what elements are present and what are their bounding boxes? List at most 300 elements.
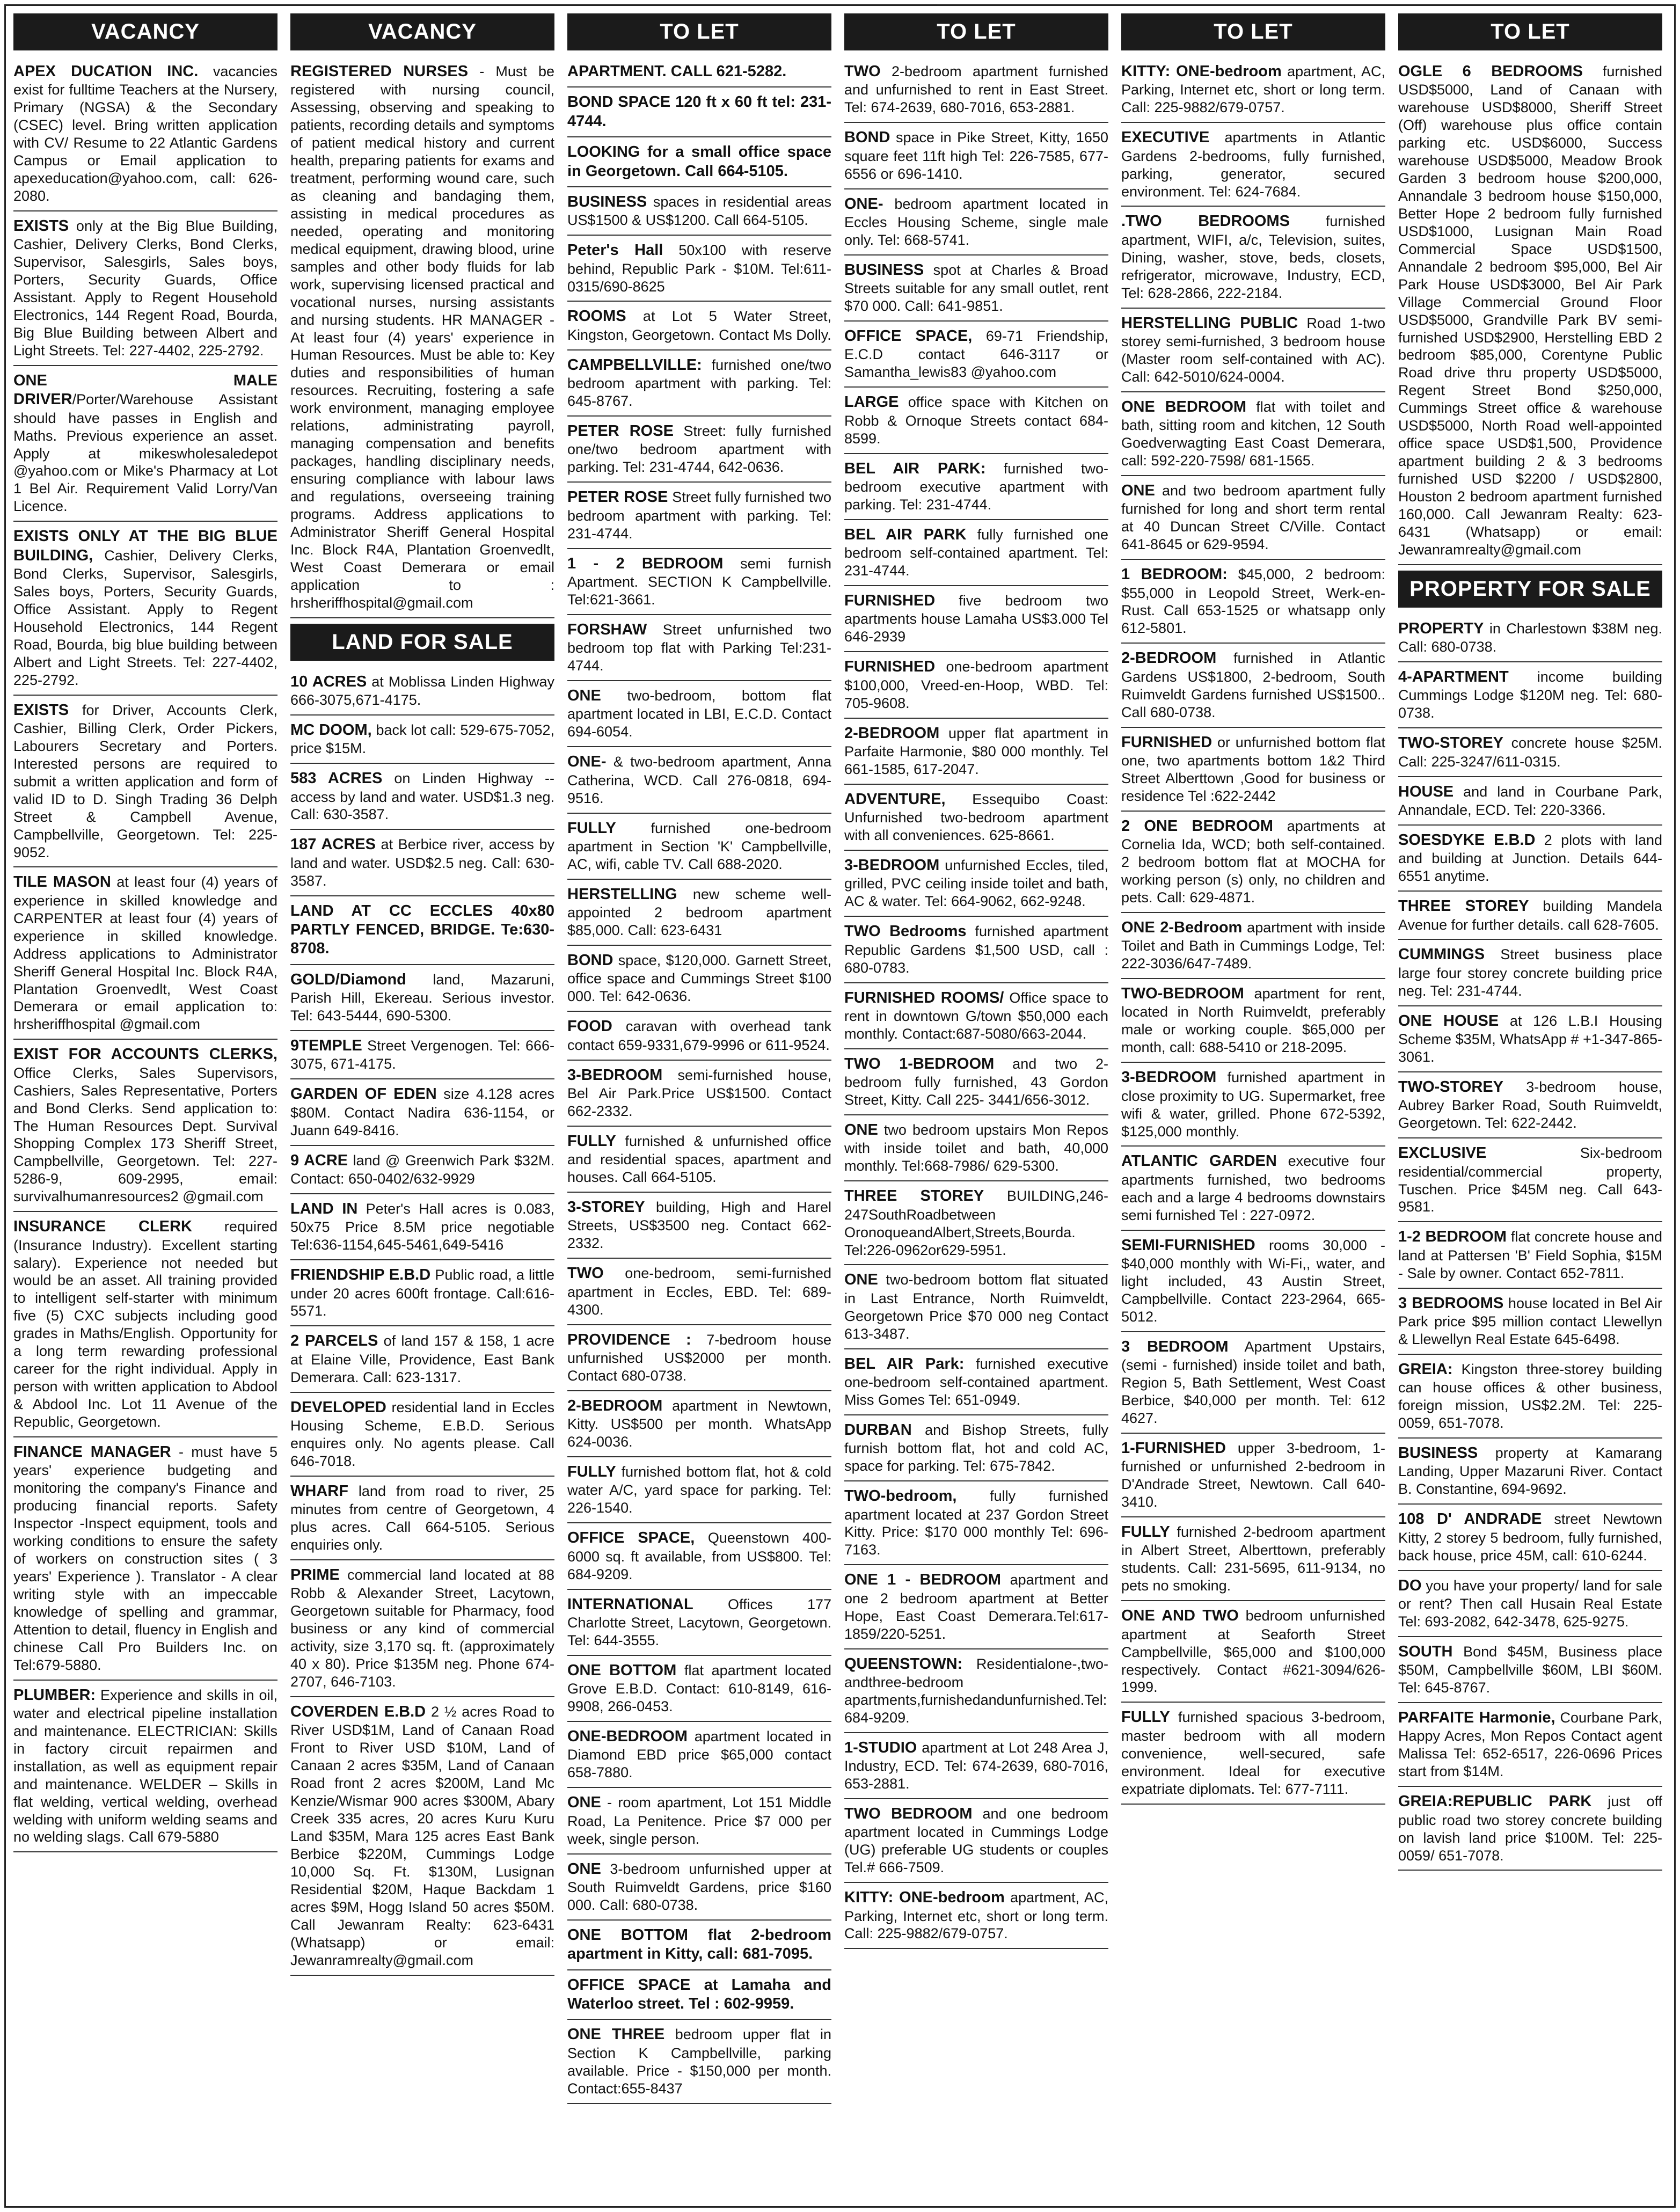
- ad-headline: FORSHAW: [567, 620, 647, 638]
- classified-ad: [567, 57, 831, 87]
- ad-body: bedroom apartment located in Eccles Housing Scheme, single male only. Tel: 668-5741.: [844, 195, 1108, 248]
- ad-headline: INTERNATIONAL: [567, 1595, 693, 1613]
- ad-body: 2-bedroom apartment furnished and unfurnished to rent in East Street. Tel: 674-2639, 680-7016, 653-2881.: [844, 63, 1108, 116]
- classified-ad: [844, 1049, 1108, 1115]
- ad-body: - must have 5 years' experience budgeting and monitoring the company's Finance and producing financial reports. Safety Inspector -Inspect equipment, tools and working conditions to ensure the safety of workers on construction sites ( 3 years' Experience ). Translator - A clear writing style with an impeccable knowledge of spelling and grammar, Attention to detail, fluency in English and chinese Call Pro Builders Inc. on Tel:679-5880.: [13, 1443, 277, 1673]
- ad-headline: EXISTS ONLY AT THE BIG BLUE BUILDING,: [13, 528, 277, 564]
- classified-ad: [290, 965, 554, 1031]
- ad-headline: 108 D' ANDRADE: [1398, 1510, 1542, 1528]
- ad-headline: 2 ONE BEDROOM: [1121, 817, 1273, 835]
- ad-body: spot at Charles & Broad Streets suitable for any small outlet, rent $70 000. Call: 641-9851.: [844, 261, 1108, 315]
- ad-headline: 3-STOREY: [567, 1199, 645, 1216]
- ad-headline: ONE: [844, 1121, 878, 1138]
- ad-body: space in Pike Street, Kitty, 1650 square feet 11ft high Tel: 226-7585, 677-6556 or 696-1410.: [844, 129, 1108, 182]
- classified-ad: [567, 1061, 831, 1127]
- ad-headline: ONE: [844, 1271, 878, 1289]
- classified-ad: [844, 388, 1108, 454]
- classified-ad: [290, 764, 554, 830]
- classified-ad: [13, 1040, 277, 1212]
- classified-ad: [567, 187, 831, 236]
- ad-headline: 2 PARCELS: [290, 1332, 378, 1350]
- ad-body: & two-bedroom apartment, Anna Catherina, WCD. Call 276-0818, 694-9516.: [567, 754, 831, 806]
- classified-ad: [567, 1656, 831, 1722]
- ad-body: only at the Big Blue Building, Cashier, Delivery Clerks, Bond Clerks, Supervisor, Salesgirls, Sales boys, Porters, Security Guards, Office Assistant. Apply to Regent Household Electronics, 144 Regent Road, Bourda, Big Blue Building between Albert and Light Streets. Tel: 227-4402, 225-2792.: [13, 217, 277, 359]
- ad-headline: BUSINESS: [844, 261, 924, 279]
- classified-ad: [567, 2020, 831, 2104]
- classified-ad: [844, 454, 1108, 520]
- ad-body: in Charlestown $38M neg. Call: 680-0738.: [1398, 620, 1662, 655]
- classified-ad: [844, 1565, 1108, 1649]
- classified-ad: [844, 652, 1108, 718]
- section-header: TO LET: [844, 13, 1108, 50]
- ad-body: 2 ½ acres Road to River USD$1M, Land of Canaan Road Front to River USD $10M, Land of Canaan 2 acres $35M, Land of Canaan Road front 2 acres $200M, Land Mc Kenzie/Wismar 900 acres $300M, Abary Creek 335 acres, 20 acres Kuru Kuru Land $35M, Mara 125 acres East Bank Berbice $220M, Cummings Lodge 10,000 Sq. Ft. $130M, Lusignan Residential $20M, Haque Backdam 1 acres $9M, Hogg Island 50 acres $50M. Call Jewanram Realty: 623-6431 (Whatsapp) or email: Jewanramrealty@gmail.com: [290, 1704, 554, 1968]
- classified-ad: [13, 867, 277, 1040]
- classified-ad: [567, 1127, 831, 1193]
- classified-ad: [567, 1325, 831, 1391]
- classified-ad: [13, 1437, 277, 1681]
- ad-headline: DO: [1398, 1576, 1422, 1594]
- ad-body: executive four apartments furnished, two bedrooms each and a large 4 bedrooms downstairs semi furnished Tel : 227-0972.: [1121, 1153, 1385, 1223]
- ad-headline: 9TEMPLE: [290, 1037, 362, 1054]
- classified-ad: [1398, 662, 1662, 728]
- classified-ad: [567, 1457, 831, 1523]
- classified-ad: [290, 716, 554, 764]
- ad-body: furnished & unfurnished office and residential spaces, apartment and houses. Call 664-5105.: [567, 1133, 831, 1186]
- ad-headline: TWO: [844, 63, 881, 80]
- ad-body: furnished apartment in close proximity to UG. Supermarket, free wifi & water, grilled. Phone 672-5392, $125,000 monthly.: [1121, 1069, 1385, 1140]
- classified-ad: [290, 1146, 554, 1194]
- ad-body: Apartment Upstairs, (semi - furnished) inside toilet and bath, Region 5, Bath Settlement, West Coast Berbice, $40,000 per month. Tel: 612 4627.: [1121, 1338, 1385, 1426]
- classified-ad: [290, 1697, 554, 1976]
- classified-ad: [13, 366, 277, 522]
- ad-headline: INSURANCE CLERK: [13, 1218, 192, 1236]
- classified-ad: [1121, 1703, 1385, 1804]
- ad-body: two-bedroom, bottom flat apartment located in LBI, E.C.D. Contact 694-6054.: [567, 688, 831, 740]
- section-header: TO LET: [567, 13, 831, 50]
- ad-headline: OFFICE SPACE at Lamaha and Waterloo street. Tel : 602-9959.: [567, 1976, 831, 2012]
- ad-body: Courbane Park, Happy Acres, Mon Repos Contact agent Malissa Tel: 652-6517, 226-0696 Prices start from $14M.: [1398, 1710, 1662, 1780]
- classified-ad: [567, 615, 831, 681]
- classified-ad: [844, 322, 1108, 388]
- ad-body: furnished executive one-bedroom self-contained apartment. Miss Gomes Tel: 651-0949.: [844, 1355, 1108, 1408]
- ad-body: Office space to rent in downtown G/town $50,000 each monthly. Contact:687-5080/663-2044.: [844, 989, 1108, 1042]
- ad-headline: LARGE: [844, 393, 899, 411]
- classified-ad: [844, 1733, 1108, 1799]
- ad-headline: ONE THREE: [567, 2026, 665, 2043]
- ad-headline: 2-BEDROOM: [567, 1397, 663, 1414]
- classified-ad: [567, 1391, 831, 1457]
- ad-body: Queenstown 400-6000 sq. ft available, from US$800. Tel: 684-9209.: [567, 1530, 831, 1582]
- classified-ad: [1398, 1439, 1662, 1505]
- ad-headline: OFFICE SPACE,: [844, 327, 973, 345]
- ad-body: residential land in Eccles Housing Scheme, E.B.D. Serious enquires only. No agents please. Call 646-7018.: [290, 1399, 554, 1469]
- ad-headline: KITTY: ONE-bedroom: [844, 1889, 1005, 1907]
- ad-body: apartments in Atlantic Gardens 2-bedrooms, fully furnished, parking, generator, secured environment. Tel: 624-7684.: [1121, 129, 1385, 200]
- classified-ad: [290, 1393, 554, 1477]
- classified-ad: [1398, 892, 1662, 940]
- classified-ad: [567, 1259, 831, 1325]
- classified-ad: [1398, 1222, 1662, 1288]
- ad-headline: BOND: [567, 952, 613, 969]
- classified-ad: [844, 520, 1108, 586]
- ad-body: back lot call: 529-675-7052, price $15M.: [290, 721, 554, 757]
- ad-headline: ONE: [567, 1794, 601, 1812]
- classified-ad: [1398, 1006, 1662, 1072]
- ad-headline: REGISTERED NURSES: [290, 63, 469, 80]
- classified-ad: [567, 483, 831, 549]
- ad-headline: LAND AT CC ECCLES 40x80 PARTLY FENCED, BRIDGE. Te:630-8708.: [290, 902, 554, 958]
- ad-headline: 3 BEDROOM: [1121, 1338, 1229, 1355]
- classified-ad: [1121, 560, 1385, 644]
- classified-ad: [1398, 1571, 1662, 1637]
- classified-ad: [1398, 940, 1662, 1006]
- classified-ad: [567, 549, 831, 615]
- classified-ad: [290, 896, 554, 965]
- ad-headline: GREIA:REPUBLIC PARK: [1398, 1793, 1592, 1811]
- ad-body: of land 157 & 158, 1 acre at Elaine Ville, Providence, East Bank Demerara. Call: 623-1317.: [290, 1333, 554, 1385]
- classified-ad: [844, 983, 1108, 1049]
- ad-body: at least four (4) years of experience in skilled knowledge and CARPENTER at least four (4) years of experience in skilled knowledge. Address applications to Administrator Sheriff General Hospital Inc. Block R4A, Plantation Groenvedlt, West Coast Demerara or email application to: hrsheriffhospital @gmail.com: [13, 874, 277, 1033]
- classified-ad: [1398, 1637, 1662, 1703]
- ad-headline: 3-BEDROOM: [567, 1066, 663, 1084]
- ad-headline: HOUSE: [1398, 783, 1454, 800]
- ad-headline: ATLANTIC GARDEN: [1121, 1152, 1277, 1170]
- ad-headline: DURBAN: [844, 1421, 912, 1439]
- ad-headline: .TWO BEDROOMS: [1121, 213, 1290, 230]
- ad-body: concrete house $25M. Call: 225-3247/611-0315.: [1398, 735, 1662, 770]
- ad-headline: Peter's Hall: [567, 242, 663, 259]
- classified-ad: [1398, 777, 1662, 826]
- column-2: [290, 13, 554, 2199]
- column-3: [567, 13, 831, 2199]
- ad-body: caravan with overhead tank contact 659-9331,679-9996 or 611-9524.: [567, 1018, 831, 1053]
- ad-headline: ONE BOTTOM: [567, 1661, 677, 1679]
- ad-body: 3-bedroom house, Aubrey Barker Road, South Ruimveldt, Georgetown. Tel: 622-2442.: [1398, 1078, 1662, 1131]
- ad-body: property at Kamarang Landing, Upper Mazaruni River. Contact B. Constantine, 694-9692.: [1398, 1445, 1662, 1498]
- ad-body: on Linden Highway -- access by land and water. USD$1.3 neg. Call: 630-3587.: [290, 770, 554, 823]
- ad-body: Street business place large four storey concrete building price neg. Tel: 231-4744.: [1398, 946, 1662, 999]
- ad-body: upper 3-bedroom, 1-furnished or unfurnished 2-bedroom in D'Andrade Street, Newtown. Call 640-3410.: [1121, 1440, 1385, 1510]
- ad-headline: 2-BEDROOM: [1121, 649, 1217, 667]
- ad-headline: FURNISHED ROOMS/: [844, 989, 1004, 1006]
- ad-headline: TWO BEDROOM: [844, 1805, 973, 1822]
- classified-page: [4, 4, 1676, 2208]
- classified-ad: [290, 1477, 554, 1560]
- ad-body: at Berbice river, access by land and water. USD$2.5 neg. Call: 630-3587.: [290, 836, 554, 889]
- classified-ad: [567, 1722, 831, 1788]
- ad-body: one-bedroom, semi-furnished apartment in Eccles, EBD. Tel: 689-4300.: [567, 1265, 831, 1318]
- ad-headline: APEX DUCATION INC.: [13, 63, 199, 80]
- ad-body: one-bedroom apartment $100,000, Vreed-en-Hoop, WBD. Tel: 705-9608.: [844, 659, 1108, 711]
- ad-headline: 10 ACRES: [290, 673, 367, 690]
- ad-headline: FINANCE MANAGER: [13, 1443, 171, 1461]
- classified-ad: [844, 1883, 1108, 1949]
- ad-headline: ADVENTURE,: [844, 790, 946, 808]
- classified-ad: [1398, 1355, 1662, 1439]
- ad-body: land @ Greenwich Park $32M. Contact: 650-0402/632-9929: [290, 1152, 554, 1187]
- classified-ad: [290, 1326, 554, 1392]
- section-header: TO LET: [1121, 13, 1385, 50]
- ad-body: Essequibo Coast: Unfurnished two-bedroom apartment with all conveniences. 625-8661.: [844, 791, 1108, 844]
- classified-ad: [567, 1855, 831, 1921]
- ad-headline: EXIST FOR ACCOUNTS CLERKS,: [13, 1046, 277, 1063]
- ad-body: semi furnish Apartment. SECTION K Campbellville. Tel:621-3661.: [567, 555, 831, 608]
- ad-headline: FRIENDSHIP E.B.D: [290, 1266, 431, 1284]
- classified-ad: [567, 1921, 831, 1970]
- ad-headline: GARDEN OF EDEN: [290, 1085, 437, 1103]
- classified-ad: [567, 236, 831, 302]
- classified-ad: [567, 880, 831, 946]
- classified-ad: [1398, 826, 1662, 892]
- ad-body: office space with Kitchen on Robb & Ornoque Streets contact 684-8599.: [844, 394, 1108, 447]
- classified-ad: [844, 123, 1108, 189]
- ad-headline: DEVELOPED: [290, 1398, 386, 1416]
- classified-ad: [844, 1265, 1108, 1349]
- ad-body: or unfurnished bottom flat one, two apartments bottom 1&2 Third Street Alberttown ,Good for business or residence Tel :622-2442: [1121, 734, 1385, 804]
- ad-headline: TWO-bedroom,: [844, 1487, 957, 1505]
- ad-headline: EXCLUSIVE: [1398, 1144, 1487, 1162]
- ad-headline: 187 ACRES: [290, 836, 376, 853]
- ad-headline: EXECUTIVE: [1121, 129, 1210, 147]
- classified-ad: [13, 1681, 277, 1853]
- classified-ad: [567, 946, 831, 1012]
- ad-body: Experience and skills in oil, water and electrical pipeline installation and maintenance. ELECTRICIAN: Skills in factory circuit repairmen and installation, as well as equipment repair and maintenance. WELDER – Skills in flat welding, vertical welding, overhead welding with uniform welding seams and no welding slags. Call 679-5880: [13, 1687, 277, 1845]
- ad-body: new scheme well-appointed 2 bedroom apartment $85,000. Call: 623-6431: [567, 886, 831, 939]
- column-6: [1398, 13, 1662, 2199]
- ad-headline: 3-BEDROOM: [1121, 1069, 1217, 1086]
- ad-headline: HERSTELLING PUBLIC: [1121, 314, 1298, 332]
- ad-body: semi-furnished house, Bel Air Park.Price US$1500. Contact 662-2332.: [567, 1067, 831, 1119]
- classified-ad: [1398, 1289, 1662, 1355]
- ad-headline: TWO-BEDROOM: [1121, 985, 1244, 1003]
- ad-headline: WHARF: [290, 1482, 348, 1500]
- classified-ad: [1121, 644, 1385, 727]
- classified-ad: [844, 1415, 1108, 1481]
- ad-headline: 1-FURNISHED: [1121, 1439, 1226, 1457]
- section-header: PROPERTY FOR SALE: [1398, 571, 1662, 608]
- ad-headline: THREE STOREY: [1398, 897, 1529, 915]
- ad-headline: FURNISHED: [844, 592, 936, 609]
- ad-headline: FULLY: [567, 1463, 616, 1481]
- ad-body: 50x100 with reserve behind, Republic Park - $10M. Tel:611-0315/690-8625: [567, 242, 831, 295]
- ad-body: Bond $45M, Business place $50M, Campbellville $60M, LBI $60M. Tel: 645-8767.: [1398, 1643, 1662, 1696]
- ad-headline: ONE MALE DRIVER: [13, 371, 277, 408]
- ad-headline: CAMPBELLVILLE:: [567, 356, 702, 374]
- ad-body: 3-bedroom unfurnished upper at South Ruimveldt Gardens, price $160 000. Call: 680-0738.: [567, 1860, 831, 1913]
- ad-headline: PETER ROSE: [567, 488, 668, 506]
- classified-ad: [844, 57, 1108, 123]
- ad-body: and Bishop Streets, fully furnish bottom flat, hot and cold AC, space for parking. Tel: 675-7842.: [844, 1421, 1108, 1474]
- classified-ad: [567, 87, 831, 137]
- classified-ad: [1121, 1332, 1385, 1434]
- ad-headline: GOLD/Diamond: [290, 970, 406, 988]
- ad-body: apartment and one 2 bedroom apartment at Better Hope, East Coast Demerara.Tel:617-1859/220-5251.: [844, 1572, 1108, 1642]
- ad-headline: ROOMS: [567, 308, 626, 325]
- ad-body: at Lot 5 Water Street, Kingston, Georgetown. Contact Ms Dolly.: [567, 308, 831, 343]
- ad-headline: FOOD: [567, 1018, 612, 1035]
- classified-ad: [1398, 1138, 1662, 1222]
- ad-body: you have your property/ land for sale or rent? Then call Husain Real Estate Tel: 693-2082, 642-3478, 625-9275.: [1398, 1577, 1662, 1630]
- ad-headline: ONE: [567, 1860, 601, 1878]
- ad-headline: SOUTH: [1398, 1642, 1453, 1660]
- classified-ad: [290, 1560, 554, 1697]
- ad-body: rooms 30,000 - $40,000 monthly with Wi-Fi,, water, and light included, 43 Austin Street, Campbellville. Contact 223-2964, 665-5012.: [1121, 1237, 1385, 1325]
- classified-ad: [844, 1649, 1108, 1733]
- classified-ad: [1121, 309, 1385, 392]
- classified-ad: [1121, 1517, 1385, 1601]
- classified-ad: [1121, 728, 1385, 812]
- classified-ad: [1121, 476, 1385, 560]
- ad-headline: GREIA:: [1398, 1360, 1453, 1378]
- ad-headline: QUEENSTOWN:: [844, 1655, 963, 1673]
- ad-body: furnished apartment, WIFI, a/c, Television, suites, Dining, washer, stove, beds, closets, refrigerator, microwave, Industry, ECD, Tel: 628-2866, 222-2184.: [1121, 213, 1385, 301]
- classified-ad: [567, 814, 831, 880]
- ad-body: Residentialone-,two-andthree-bedroom apartments,furnishedandunfurnished.Tel:684-9209.: [844, 1655, 1108, 1726]
- ad-headline: THREE STOREY: [844, 1187, 984, 1205]
- ad-headline: ONE BOTTOM flat 2-bedroom apartment in Kitty, call: 681-7095.: [567, 1926, 831, 1963]
- ad-body: building Mandela Avenue for further details. call 628-7605.: [1398, 898, 1662, 933]
- ad-body: required (Insurance Industry). Excellent starting salary). Experience not needed but would be an asset. All training provided to intelligent self-starter with minimum five (5) CXC subjects including good grades in Maths/English. Opportunity for a long term rewarding professional career for the right individual. Apply in person with written application to Abdool & Abdool Inc. Lot 11 Avenue of the Republic, Georgetown.: [13, 1218, 277, 1430]
- ad-body: two-bedroom bottom flat situated in Last Entrance, North Ruimveldt, Georgetown Price $70 000 neg Contact 613-3487.: [844, 1272, 1108, 1342]
- ad-headline: MC DOOM,: [290, 721, 372, 739]
- ad-headline: 4-APARTMENT: [1398, 668, 1509, 685]
- ad-body: apartment, AC, Parking, Internet etc, short or long term. Call: 225-9882/679-0757.: [1121, 63, 1385, 116]
- ad-body: spaces in residential areas US$1500 & US$1200. Call 664-5105.: [567, 193, 831, 229]
- classified-ad: [13, 211, 277, 366]
- ad-headline: FURNISHED: [844, 658, 936, 676]
- ad-headline: BEL AIR PARK: [844, 525, 967, 543]
- ad-body: just off public road two storey concrete building on lavish land price $100M. Tel: 225-0059/ 651-7078.: [1398, 1793, 1662, 1864]
- classified-ad: [1398, 728, 1662, 777]
- ad-headline: TWO Bedrooms: [844, 923, 967, 940]
- ad-headline: TWO-STOREY: [1398, 1078, 1504, 1096]
- classified-ad: [1398, 1787, 1662, 1871]
- ad-headline: FURNISHED: [1121, 733, 1212, 751]
- classified-ad: [290, 667, 554, 716]
- ad-headline: EXISTS: [13, 217, 69, 235]
- classified-ad: [567, 302, 831, 350]
- ad-headline: BUSINESS: [567, 193, 647, 210]
- classified-ad: [1398, 614, 1662, 662]
- ad-body: Street: fully furnished one/two bedroom apartment with parking. Tel: 231-4744, 642-0636.: [567, 423, 831, 476]
- classified-ad: [13, 57, 277, 211]
- ad-headline: TILE MASON: [13, 873, 111, 891]
- classified-ad: [1121, 57, 1385, 123]
- ad-body: flat with toilet and bath, sitting room and kitchen, 12 South Goedverwagting East Coast Demerara, call: 592-220-7598/ 681-1565.: [1121, 398, 1385, 469]
- ad-headline: PARFAITE Harmonie,: [1398, 1709, 1555, 1727]
- ad-body: for Driver, Accounts Clerk, Cashier, Billing Clerk, Order Pickers, Labourers Secretary and Porters. Interested persons are required to submit a written application and form of valid ID to D. Singh Trading 36 Delph Street & Campbell Avenue, Campbellville, Georgetown. Tel: 225-9052.: [13, 702, 277, 860]
- ad-headline: APARTMENT. CALL 621-5282.: [567, 63, 787, 80]
- ad-headline: 1-2 BEDROOM: [1398, 1228, 1507, 1246]
- classified-ad: [844, 1115, 1108, 1181]
- ad-headline: LOOKING for a small office space in Georgetown. Call 664-5105.: [567, 143, 831, 180]
- ad-body: $45,000, 2 bedroom: $55,000 in Leopold Street, Werk-en-Rust. Call 653-1525 or whatsapp only 612-5801.: [1121, 566, 1385, 637]
- ad-body: Peter's Hall acres is 0.083, 50x75 Price 8.5M price negotiable Tel:636-1154,645-5461,649-5416: [290, 1200, 554, 1253]
- ad-headline: 1-STUDIO: [844, 1739, 917, 1756]
- ad-body: at 126 L.B.I Housing Scheme $35M, WhatsApp # +1-347-865-3061.: [1398, 1012, 1662, 1065]
- ad-body: five bedroom two apartments house Lamaha US$3.000 Tel 646-2939: [844, 593, 1108, 645]
- ad-body: apartment with inside Toilet and Bath in Cummings Lodge, Tel: 222-3036/647-7489.: [1121, 919, 1385, 972]
- classified-ad: [844, 1481, 1108, 1565]
- classified-ad: [1121, 913, 1385, 979]
- classified-ad: [567, 417, 831, 483]
- ad-body: unfurnished Eccles, tiled, grilled, PVC ceiling inside toilet and bath, AC & water. Tel: 664-9062, 662-9248.: [844, 857, 1108, 910]
- ad-headline: FULLY: [567, 1132, 616, 1150]
- ad-body: and two bedroom apartment fully furnished for long and short term rental at 40 Duncan Street C/Ville. Contact 641-8645 or 629-9594.: [1121, 482, 1385, 553]
- ad-body: - Must be registered with nursing council, Assessing, observing and speaking to patients, recording details and symptoms of patient medical history and current health, preparing patients for exams and treatment, performing wound care, such as cleaning and bandaging them, assisting in medical procedures as needed, operating and monitoring medical equipment, drawing blood, urine samples and other body fluids for lab work, supervising licensed practical and vocational nurses, nursing assistants and nursing students. HR MANAGER - At least four (4) years' experience in Human Resources. Must be able to: Key duties and responsibilities of human resources. Recruiting, fostering a safe work environment, managing employee relations, administrating payroll, managing compensation and benefits packages, handling disciplinary needs, ensuring compliance with labour laws and regulations, overseeing training programs. Address applications to Administrator Sheriff General Hospital Inc. Block R4A, Plantation Groenvedlt, West Coast Demerara or email application to : hrsheriffhospital@gmail.com: [290, 63, 554, 611]
- classified-ad: [844, 586, 1108, 652]
- ad-body: 2 plots with land and building at Junction. Details 644-6551 anytime.: [1398, 831, 1662, 885]
- ad-headline: BOND SPACE 120 ft x 60 ft tel: 231-4744.: [567, 93, 831, 130]
- ad-headline: TWO: [567, 1265, 604, 1282]
- classified-ad: [13, 1212, 277, 1437]
- ad-body: upper flat apartment in Parfaite Harmonie, $80 000 monthly. Tel 661-1585, 617-2047.: [844, 725, 1108, 777]
- classified-ad: [1121, 207, 1385, 308]
- ad-headline: ONE 1 - BEDROOM: [844, 1571, 1001, 1589]
- ad-headline: ONE-: [844, 195, 883, 213]
- ad-headline: ONE-BEDROOM: [567, 1728, 688, 1746]
- classified-ad: [844, 917, 1108, 983]
- ad-headline: HERSTELLING: [567, 885, 677, 903]
- ad-body: furnished one-bedroom apartment in Section 'K' Campbellville, AC, wifi, cable TV. Call 688-2020.: [567, 820, 831, 872]
- ad-headline: 3-BEDROOM: [844, 857, 940, 874]
- ad-body: furnished one/two bedroom apartment with parking. Tel: 645-8767.: [567, 356, 831, 410]
- classified-ad: [290, 57, 554, 618]
- classified-ad: [567, 1012, 831, 1060]
- ad-body: Road 1-two storey semi-furnished, 3 bedroom house (Master room self-contained with AC). Call: 642-5010/624-0004.: [1121, 315, 1385, 385]
- ad-body: apartment located in Diamond EBD price $65,000 contact 658-7880.: [567, 1728, 831, 1781]
- classified-ad: [567, 1193, 831, 1259]
- ad-body: Street Vergenogen. Tel: 666-3075, 671-4175.: [290, 1038, 554, 1072]
- classified-ad: [1121, 392, 1385, 476]
- ad-headline: FULLY: [567, 819, 616, 837]
- classified-ad: [1121, 1601, 1385, 1703]
- classified-ad: [844, 1799, 1108, 1883]
- classified-ad: [290, 830, 554, 896]
- classified-ad: [13, 522, 277, 695]
- ad-body: furnished two-bedroom executive apartment with parking. Tel: 231-4744.: [844, 460, 1108, 513]
- ad-body: Street fully furnished two bedroom apartment with parking. Tel: 231-4744.: [567, 489, 831, 542]
- ad-body: 7-bedroom house unfurnished US$2000 per month. Contact 680-0738.: [567, 1331, 831, 1384]
- ad-body: commercial land located at 88 Robb & Alexander Street, Lacytown, Georgetown suitable for Pharmacy, food business or any kind of commercial activity, size 3,170 sq. ft. (approximately 40 x 80). Price $135M neg. Phone 674-2707, 646-7103.: [290, 1567, 554, 1690]
- ad-body: Office Clerks, Sales Supervisors, Cashiers, Sales Representative, Porters and Bond Clerks. Send application to: The Human Resources Dept. Survival Shopping Complex 173 Sheriff Street, Campbellville, Georgetown. Tel: 227-5286-9, 609-2995, email: survivalhumanresources2 @gmail.com: [13, 1064, 277, 1205]
- ad-body: apartment at Lot 248 Area J, Industry, ECD. Tel: 674-2639, 680-7016, 653-2881.: [844, 1739, 1108, 1792]
- classified-ad: [1398, 1072, 1662, 1138]
- classified-ad: [567, 1788, 831, 1854]
- ad-body: two bedroom upstairs Mon Repos with inside toilet and bath, 40,000 monthly. Tel:668-7986/ 629-5300.: [844, 1122, 1108, 1174]
- classified-ad: [1121, 1434, 1385, 1517]
- ad-body: size 4.128 acres $80M. Contact Nadira 636-1154, or Juann 649-8416.: [290, 1086, 554, 1138]
- ad-body: space, $120,000. Garnett Street, office space and Cummings Street $100 000. Tel: 642-0636.: [567, 952, 831, 1005]
- ad-body: Six-bedroom residential/commercial property, Tuschen. Price $45M neg. Call 643-9581.: [1398, 1145, 1662, 1215]
- classified-ad: [844, 189, 1108, 255]
- ad-headline: 1 - 2 BEDROOM: [567, 554, 724, 572]
- classified-ad: [844, 1181, 1108, 1265]
- ad-body: Public road, a little under 20 acres 600ft frontage. Call:616-5571.: [290, 1267, 554, 1319]
- ad-body: and one bedroom apartment located in Cummings Lodge (UG) preferable UG students or couples Tel.# 666-7509.: [844, 1805, 1108, 1876]
- ad-body: building, High and Harel Streets, US$3500 neg. Contact 662-2332.: [567, 1199, 831, 1252]
- ad-headline: ONE HOUSE: [1398, 1012, 1499, 1030]
- classified-ad: [290, 1031, 554, 1079]
- ad-headline: COVERDEN E.B.D: [290, 1703, 426, 1720]
- ad-body: apartment in Newtown, Kitty. US$500 per month. WhatsApp 624-0036.: [567, 1397, 831, 1450]
- ad-body: bedroom unfurnished apartment at Seaforth Street Campbellville, $65,000 and $100,000 respectively. Contact #621-3094/626-1999.: [1121, 1608, 1385, 1696]
- ad-headline: BUSINESS: [1398, 1444, 1478, 1462]
- ad-body: furnished 2-bedroom apartment in Albert Street, Alberttown, preferably students. Call: 231-5695, 611-9134, no pets no smoking.: [1121, 1524, 1385, 1594]
- classified-ad: [1398, 1505, 1662, 1571]
- ad-body: flat concrete house and land at Pattersen 'B' Field Sophia, $15M - Sale by owner. Contact 652-7811.: [1398, 1229, 1662, 1281]
- ad-body: house located in Bel Air Park price $95 million contact Llewellyn & Llewellyn Real Estate 645-6498.: [1398, 1295, 1662, 1347]
